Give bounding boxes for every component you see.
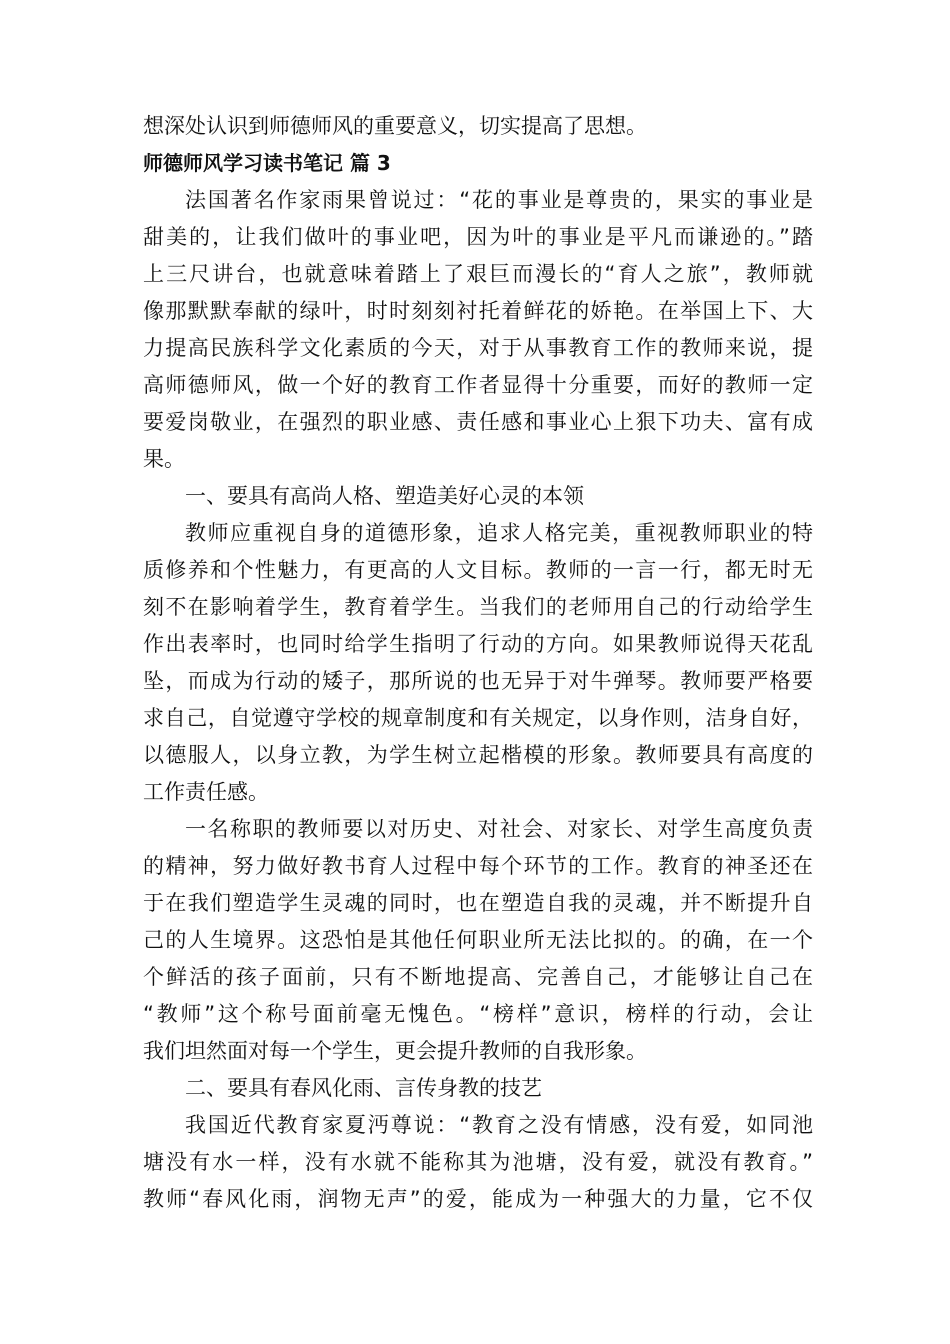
paragraph-line: 塘没有水一样，没有水就不能称其为池塘，没有爱，就没有教育。” xyxy=(143,1150,813,1174)
section-title: 师德师风学习读书笔记 篇 3 xyxy=(143,151,391,175)
paragraph-line: 果。 xyxy=(143,447,185,471)
paragraph-line: 力提高民族科学文化素质的今天，对于从事教育工作的教师来说，提 xyxy=(143,336,813,360)
carryover-line: 想深处认识到师德师风的重要意义，切实提高了思想。 xyxy=(143,114,647,138)
paragraph xyxy=(143,1107,813,1218)
paragraph-line: 以德服人，以身立教，为学生树立起楷模的形象。教师要具有高度的 xyxy=(143,743,813,767)
subheading xyxy=(143,478,813,515)
subheading-line: 二、要具有春风化雨、言传身教的技艺 xyxy=(185,1076,542,1100)
paragraph-line: 甜美的，让我们做叶的事业吧，因为叶的事业是平凡而谦逊的。”踏 xyxy=(143,225,813,249)
paragraph-line: 我们坦然面对每一个学生，更会提升教师的自我形象。 xyxy=(143,1039,647,1063)
paragraph-line: 质修养和个性魅力，有更高的人文目标。教师的一言一行，都无时无 xyxy=(143,558,813,582)
paragraph-line: 教师应重视自身的道德形象，追求人格完美，重视教师职业的特 xyxy=(185,521,813,545)
paragraph-line: 的精神，努力做好教书育人过程中每个环节的工作。教育的神圣还在 xyxy=(143,854,813,878)
paragraph-line: 要爱岗敬业，在强烈的职业感、责任感和事业心上狠下功夫、富有成 xyxy=(143,410,813,434)
paragraph-line: 高师德师风，做一个好的教育工作者显得十分重要，而好的教师一定 xyxy=(143,373,813,397)
paragraph-line: 个鲜活的孩子面前，只有不断地提高、完善自己，才能够让自己在 xyxy=(143,965,813,989)
paragraph-line: 教师“春风化雨，润物无声”的爱，能成为一种强大的力量，它不仅 xyxy=(143,1187,813,1211)
paragraph-line: 刻不在影响着学生，教育着学生。当我们的老师用自己的行动给学生 xyxy=(143,595,813,619)
subheading-line: 一、要具有高尚人格、塑造美好心灵的本领 xyxy=(185,484,584,508)
subheading xyxy=(143,1070,813,1107)
paragraph-line: 一名称职的教师要以对历史、对社会、对家长、对学生高度负责 xyxy=(185,817,813,841)
paragraph-line: 像那默默奉献的绿叶，时时刻刻衬托着鲜花的娇艳。在举国上下、大 xyxy=(143,299,813,323)
paragraph xyxy=(143,182,813,478)
paragraph xyxy=(143,811,813,1070)
paragraph-line: 法国著名作家雨果曾说过：“花的事业是尊贵的，果实的事业是 xyxy=(185,188,813,212)
paragraph-line: 作出表率时，也同时给学生指明了行动的方向。如果教师说得天花乱 xyxy=(143,632,813,656)
paragraph-line: “教师”这个称号面前毫无愧色。“榜样”意识，榜样的行动，会让 xyxy=(143,1002,813,1026)
paragraph-line: 于在我们塑造学生灵魂的同时，也在塑造自我的灵魂，并不断提升自 xyxy=(143,891,813,915)
document-page xyxy=(143,108,813,1218)
paragraph-line: 我国近代教育家夏沔尊说：“教育之没有情感，没有爱，如同池 xyxy=(185,1113,813,1137)
paragraph-line: 上三尺讲台，也就意味着踏上了艰巨而漫长的“育人之旅”，教师就 xyxy=(143,262,813,286)
paragraph-line: 坠，而成为行动的矮子，那所说的也无异于对牛弹琴。教师要严格要 xyxy=(143,669,813,693)
paragraph-line: 己的人生境界。这恐怕是其他任何职业所无法比拟的。的确，在一个 xyxy=(143,928,813,952)
paragraph-line: 求自己，自觉遵守学校的规章制度和有关规定，以身作则，洁身自好， xyxy=(143,706,813,730)
paragraph-line: 工作责任感。 xyxy=(143,780,269,804)
paragraph xyxy=(143,515,813,811)
